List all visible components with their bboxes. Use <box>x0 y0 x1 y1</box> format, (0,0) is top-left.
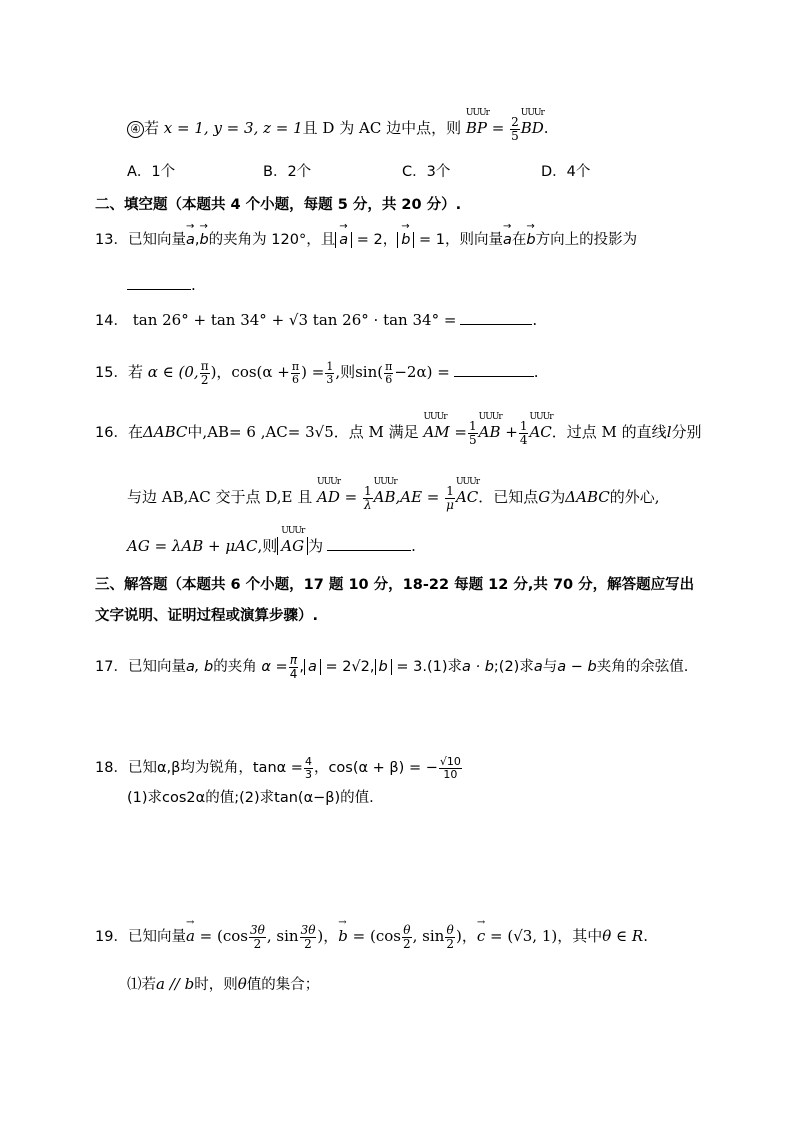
question-14: 14． tan 26° + tan 34° + √3 tan 26° · tan 34° = . <box>95 311 538 329</box>
section-3-heading-line-1: 三、解答题（本题共 6 个小题，17 题 10 分，18-22 每题 12 分,共 70 分，解答题应写出 <box>95 577 695 593</box>
question-19: 19．已知向量→ a = (cos $\frac{3\theta}{2}$ , sin $\frac{3\theta}{2}$ )，→ b = (cos $\frac{\theta}{2}$ , sin $\frac{\theta}{2}$ )，→ c = (√3, 1)，其中θ ∈ R. <box>95 924 648 950</box>
answer-blank-14[interactable] <box>460 323 532 325</box>
section-2-heading: 二、填空题（本题共 4 个小题，每题 5 分，共 20 分）. <box>95 197 462 213</box>
option-d: D．4个 <box>541 164 591 180</box>
question-15: 15．若 α ∈ (0, $\frac{\pi}{2}$ )，cos(α + $\frac{\pi}{6}$ ) = $\frac{1}{3}$ ,则sin( $\frac{\pi}{6}$ −2α) = . <box>95 359 539 387</box>
fraction-2-5: $\frac{2}{5}$ <box>511 115 519 143</box>
option-b: B．2个 <box>263 164 312 180</box>
answer-blank-16[interactable] <box>327 549 411 551</box>
option-c: C．3个 <box>402 164 451 180</box>
item-4: ④ 若 x = 1, y = 3, z = 1且 D 为 AC 边中点，则 UUUr BP = $\frac{2}{5}$ UUUr BD. <box>127 116 549 142</box>
vector-bd: UUUr BD <box>521 121 544 136</box>
answer-blank-13[interactable]: . <box>127 278 196 293</box>
section-3-heading-line-2: 文字说明、证明过程或演算步骤）. <box>95 608 319 624</box>
circled-4: ④ <box>127 121 144 138</box>
question-16-line-1: 16．在ΔABC中,AB= 6 ,AC= 3√5．点 M 满足 UUUr AM = $\frac{1}{5}$ UUUr AB + $\frac{1}{4}$ UUUr AC．过点 M 的直线l分别 <box>95 420 702 446</box>
question-18-parts: (1)求cos2α的值;(2)求tan(α−β)的值. <box>127 790 374 806</box>
question-19-part-1: ⑴若a // b时，则θ值的集合； <box>127 975 320 993</box>
question-18: 18．已知α,β均为锐角，tanα = $\frac{4}{3}$ ，cos(α + β) = − $\frac{√10}{10}$ <box>95 755 461 781</box>
vector-bp: UUUr BP <box>466 121 487 136</box>
question-16-line-2: 与边 AB,AC 交于点 D,E 且 UUUr AD = $\frac{1}{\lambda}$ UUUr AB,AE = $\frac{1}{\mu}$ UUUr AC．已知点G为ΔABC的外心, <box>127 485 660 511</box>
answer-blank-15[interactable] <box>454 375 534 377</box>
question-13: 13．已知向量→ a,→ b的夹角为 120°，且→ a = 2，→ b = 1，则向量→ a在→ b方向上的投影为 <box>95 233 637 248</box>
question-17: 17．已知向量a, b的夹角 α = $\frac{\pi}{4}$ , a = 2√2, b = 3.(1)求a · b;(2)求a与a − b夹角的余弦值. <box>95 653 689 681</box>
option-a: A．1个 <box>127 164 176 180</box>
question-16-line-3: AG = λAB + μAC,则UUUr AG 为 . <box>127 539 416 554</box>
